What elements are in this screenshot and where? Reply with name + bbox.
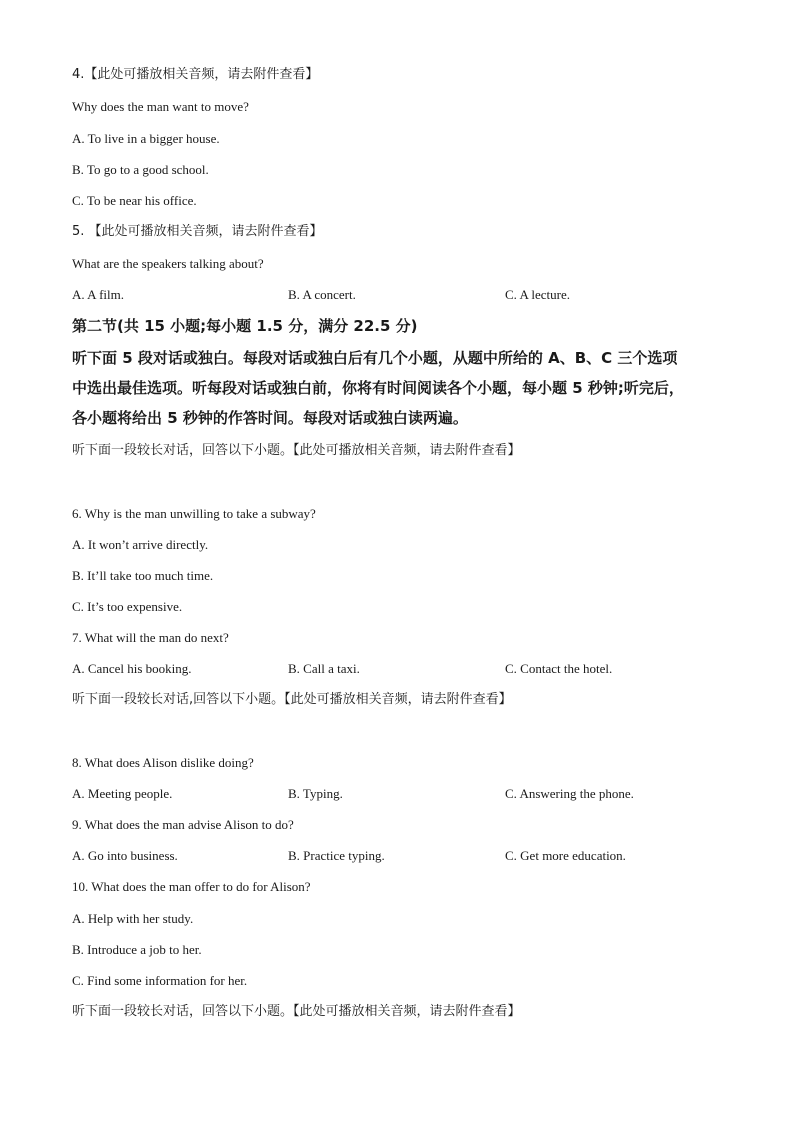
section2-instructions-line3: 各小题将给出 5 秒钟的作答时间。每段对话或独白读两遍。 (72, 409, 468, 427)
q8-option-b: B. Typing. (288, 786, 343, 801)
q5-option-b: B. A concert. (288, 287, 356, 302)
q9-stem: 9. What does the man advise Alison to do? (72, 817, 294, 832)
q4-option-a: A. To live in a bigger house. (72, 131, 220, 146)
q4-option-c: C. To be near his office. (72, 193, 197, 208)
q4-stem: Why does the man want to move? (72, 99, 249, 114)
q8-options (72, 786, 722, 802)
section2-instructions-line2: 中选出最佳选项。听每段对话或独白前，你将有时间阅读各个小题，每小题 5 秒钟;听完后， (72, 379, 684, 397)
q6-option-c: C. It’s too expensive. (72, 599, 183, 614)
q8-option-c: C. Answering the phone. (505, 786, 634, 801)
section2-instructions-line1: 听下面 5 段对话或独白。每段对话或独白后有几个小题，从题中所给的 A、B、C 三个选项 (72, 349, 678, 367)
q6-option-a: A. It won’t arrive directly. (72, 537, 209, 552)
q8-option-a: A. Meeting people. (72, 786, 173, 801)
q4-header: 4.【此处可播放相关音频，请去附件查看】 (72, 67, 319, 82)
q5-option-a: A. A film. (72, 287, 125, 302)
q10-option-c: C. Find some information for her. (72, 973, 248, 988)
q6-option-b: B. It’ll take too much time. (72, 568, 214, 583)
dialog8-intro: 听下面一段较长对话，回答以下小题。【此处可播放相关音频，请去附件查看】 (72, 1004, 521, 1019)
section2-title: 第二节(共 15 小题;每小题 1.5 分，满分 22.5 分) (72, 317, 418, 335)
q10-option-a: A. Help with her study. (72, 911, 194, 926)
q9-options (72, 848, 722, 864)
q6-stem: 6. Why is the man unwilling to take a subway? (72, 506, 316, 521)
q10-option-b: B. Introduce a job to her. (72, 942, 202, 957)
q7-option-b: B. Call a taxi. (288, 661, 360, 676)
dialog7-intro: 听下面一段较长对话,回答以下小题。【此处可播放相关音频，请去附件查看】 (72, 692, 512, 707)
q7-stem: 7. What will the man do next? (72, 630, 229, 645)
dialog6-intro: 听下面一段较长对话，回答以下小题。【此处可播放相关音频，请去附件查看】 (72, 443, 521, 458)
q5-option-c: C. A lecture. (505, 287, 570, 302)
q9-option-c: C. Get more education. (505, 848, 626, 863)
q7-options (72, 661, 722, 677)
q9-option-b: B. Practice typing. (288, 848, 385, 863)
q10-stem: 10. What does the man offer to do for Alison? (72, 879, 311, 894)
q4-option-b: B. To go to a good school. (72, 162, 209, 177)
q5-stem: What are the speakers talking about? (72, 256, 264, 271)
q8-stem: 8. What does Alison dislike doing? (72, 755, 254, 770)
q9-option-a: A. Go into business. (72, 848, 178, 863)
q5-header: 5. 【此处可播放相关音频，请去附件查看】 (72, 224, 323, 239)
q7-option-a: A. Cancel his booking. (72, 661, 192, 676)
q7-option-c: C. Contact the hotel. (505, 661, 613, 676)
q5-options (72, 287, 722, 303)
